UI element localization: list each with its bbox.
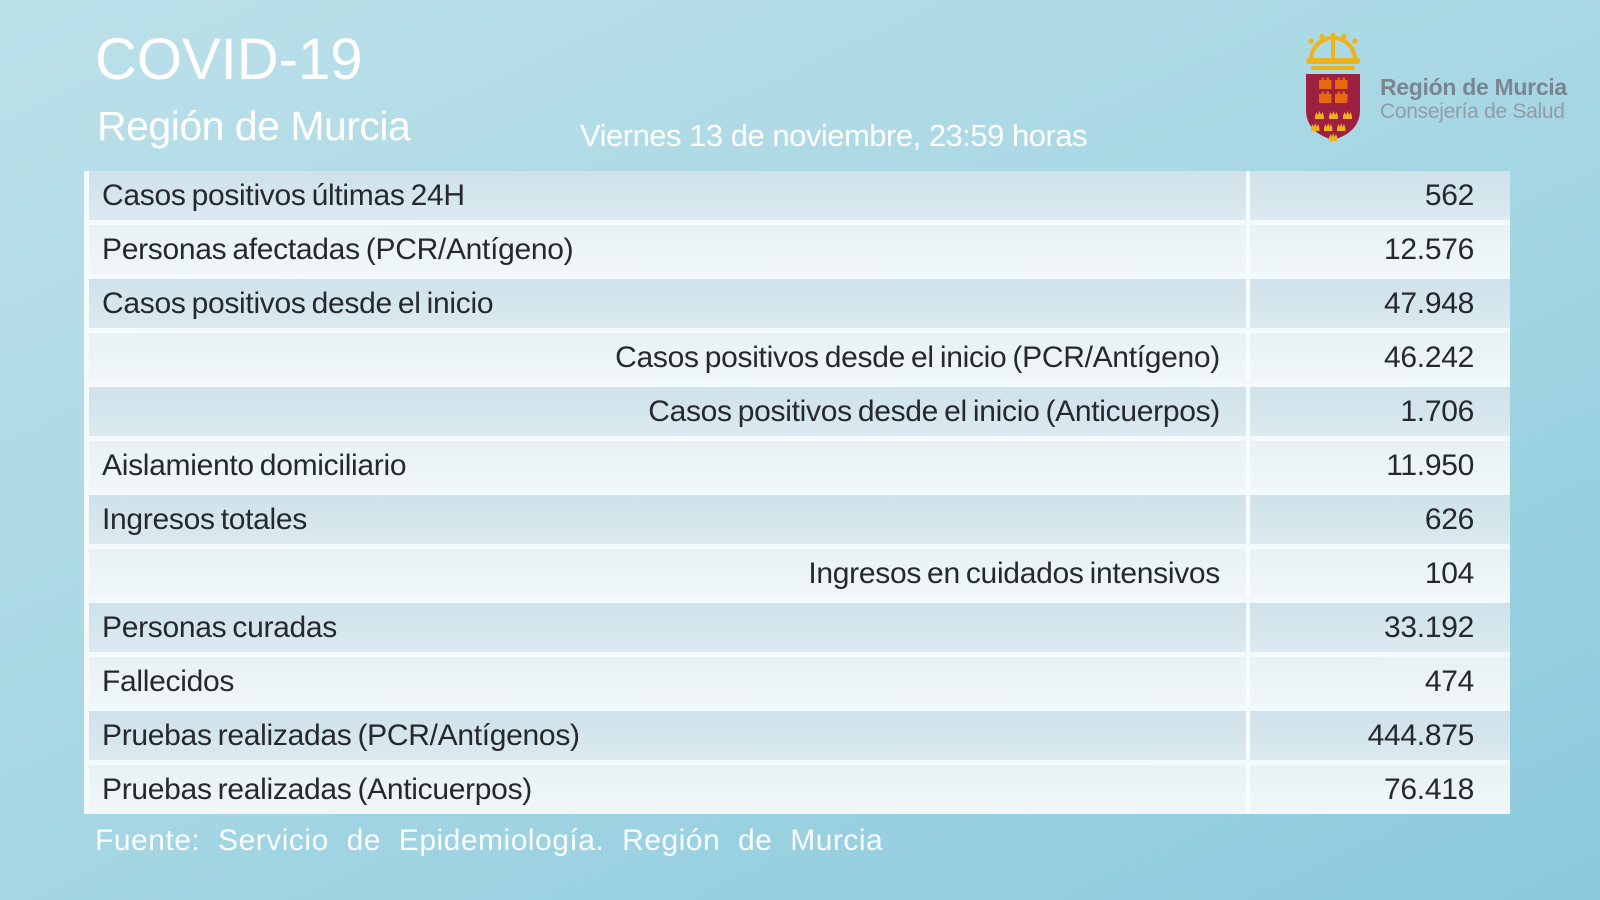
row-label: Pruebas realizadas (PCR/Antígenos) [89, 711, 1250, 760]
row-value: 444.875 [1367, 718, 1474, 752]
murcia-coat-of-arms-icon [1298, 32, 1368, 150]
table-row [89, 441, 1510, 490]
row-label: Personas afectadas (PCR/Antígeno) [89, 225, 1250, 274]
table-row [89, 495, 1510, 544]
logo-text-block [1380, 74, 1567, 125]
row-value: 76.418 [1384, 772, 1474, 806]
table-row [89, 711, 1510, 760]
row-label: Fallecidos [89, 657, 1250, 706]
row-value: 33.192 [1384, 610, 1474, 644]
row-label: Personas curadas [89, 603, 1250, 652]
row-label: Ingresos en cuidados intensivos [89, 549, 1250, 598]
table-row [89, 333, 1510, 382]
table-row [89, 603, 1510, 652]
page-title: COVID-19 [95, 27, 363, 92]
page-subtitle: Región de Murcia [97, 103, 411, 149]
row-label: Casos positivos desde el inicio (Anticuerpos) [89, 387, 1250, 436]
logo-org-name: Región de Murcia [1380, 74, 1567, 100]
row-value: 562 [1424, 178, 1474, 212]
row-value: 1.706 [1400, 394, 1474, 428]
region-murcia-logo [1298, 32, 1567, 150]
source-footnote: Fuente: Servicio de Epidemiología. Región de Murcia [95, 824, 884, 857]
table-row [89, 225, 1510, 274]
row-label: Casos positivos últimas 24H [89, 171, 1250, 220]
row-label: Pruebas realizadas (Anticuerpos) [89, 765, 1250, 814]
row-value: 474 [1424, 664, 1474, 698]
row-value: 46.242 [1384, 340, 1474, 374]
row-value: 104 [1424, 556, 1474, 590]
logo-dept-name: Consejería de Salud [1380, 100, 1565, 124]
row-value: 12.576 [1384, 232, 1474, 266]
table-row [89, 657, 1510, 706]
stats-table [84, 171, 1510, 814]
table-row [89, 171, 1510, 220]
table-row [89, 279, 1510, 328]
report-datetime: Viernes 13 de noviembre, 23:59 horas [580, 118, 1088, 153]
row-value: 626 [1424, 502, 1474, 536]
table-row [89, 387, 1510, 436]
row-label: Casos positivos desde el inicio [89, 279, 1250, 328]
row-value: 11.950 [1386, 448, 1474, 482]
table-row [89, 765, 1510, 814]
table-row [89, 549, 1510, 598]
row-value: 47.948 [1384, 286, 1474, 320]
row-label: Aislamiento domiciliario [89, 441, 1250, 490]
row-label: Casos positivos desde el inicio (PCR/Antígeno) [89, 333, 1250, 382]
row-label: Ingresos totales [89, 495, 1250, 544]
